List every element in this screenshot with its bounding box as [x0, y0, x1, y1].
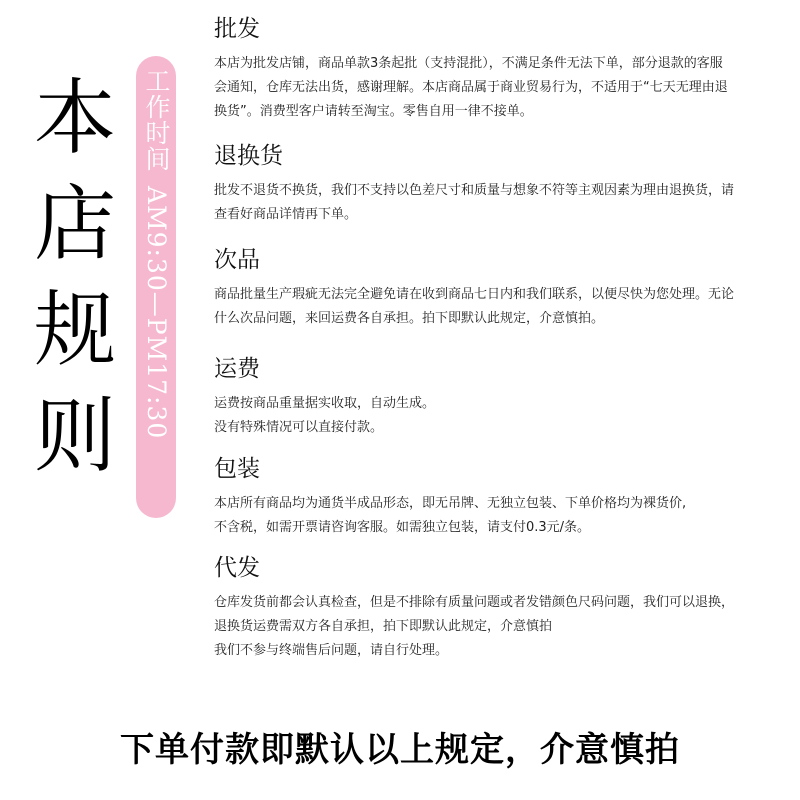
section-returns — [214, 141, 784, 227]
working-hours-label: 工作时间 — [142, 68, 171, 172]
section-dropshipping — [214, 553, 784, 663]
section-title: 次品 — [214, 247, 260, 273]
working-hours-text — [136, 68, 176, 439]
section-title: 代发 — [214, 555, 260, 581]
section-body — [214, 52, 784, 124]
section-body — [214, 392, 784, 440]
section-line: 没有特殊情况可以直接付款。 — [214, 420, 384, 435]
section-title: 包装 — [214, 456, 260, 482]
section-line: 运费按商品重量据实收取，自动生成。 — [214, 396, 436, 411]
footer-notice: 下单付款即默认以上规定，介意慎拍 — [120, 730, 680, 770]
section-body — [214, 591, 784, 663]
section-line: 我们不参与终端售后问题，请自行处理。 — [214, 643, 449, 658]
store-rules-title — [30, 66, 120, 490]
section-packaging — [214, 454, 784, 540]
section-shipping-fee — [214, 354, 784, 440]
title-char: 规 — [33, 283, 116, 378]
section-line: 仓库发货前都会认真检查，但是不排除有质量问题或者发错颜色尺码问题，我们可以退换， — [214, 595, 735, 610]
section-line: 换货”。消费型客户请转至淘宝。零售自用一律不接单。 — [214, 104, 533, 119]
working-hours-time: AM9:30—PM17:30 — [142, 186, 171, 440]
section-defects — [214, 245, 784, 331]
section-line: 不含税，如需开票请咨询客服。如需独立包装，请支付0.3元/条。 — [214, 520, 591, 535]
section-line: 查看好商品详情再下单。 — [214, 207, 358, 222]
section-line: 会通知，仓库无法出货，感谢理解。本店商品属于商业贸易行为，不适用于“七天无理由退 — [214, 80, 728, 95]
section-line: 商品批量生产瑕疵无法完全避免请在收到商品七日内和我们联系，以便尽快为您处理。无论 — [214, 287, 735, 302]
title-char: 本 — [33, 71, 116, 166]
section-wholesale — [214, 14, 784, 124]
section-line: 退换货运费需双方各自承担，拍下即默认此规定，介意慎拍 — [214, 619, 553, 634]
section-title: 运费 — [214, 356, 260, 382]
section-title: 批发 — [214, 16, 260, 42]
section-body — [214, 179, 784, 227]
section-body — [214, 283, 784, 331]
working-hours-badge — [136, 56, 176, 518]
section-line: 批发不退货不换货，我们不支持以色差尺寸和质量与想象不符等主观因素为理由退换货，请 — [214, 183, 735, 198]
section-line: 什么次品问题，来回运费各自承担。拍下即默认此规定，介意慎拍。 — [214, 311, 605, 326]
title-char: 则 — [33, 389, 116, 484]
section-title: 退换货 — [214, 143, 283, 169]
section-line: 本店所有商品均为通货半成品形态，即无吊牌、无独立包装、下单价格均为裸货价, — [214, 496, 687, 511]
section-line: 本店为批发店铺，商品单款3条起批（支持混批），不满足条件无法下单，部分退款的客服 — [214, 56, 723, 71]
section-body — [214, 492, 784, 540]
title-char: 店 — [33, 177, 116, 272]
